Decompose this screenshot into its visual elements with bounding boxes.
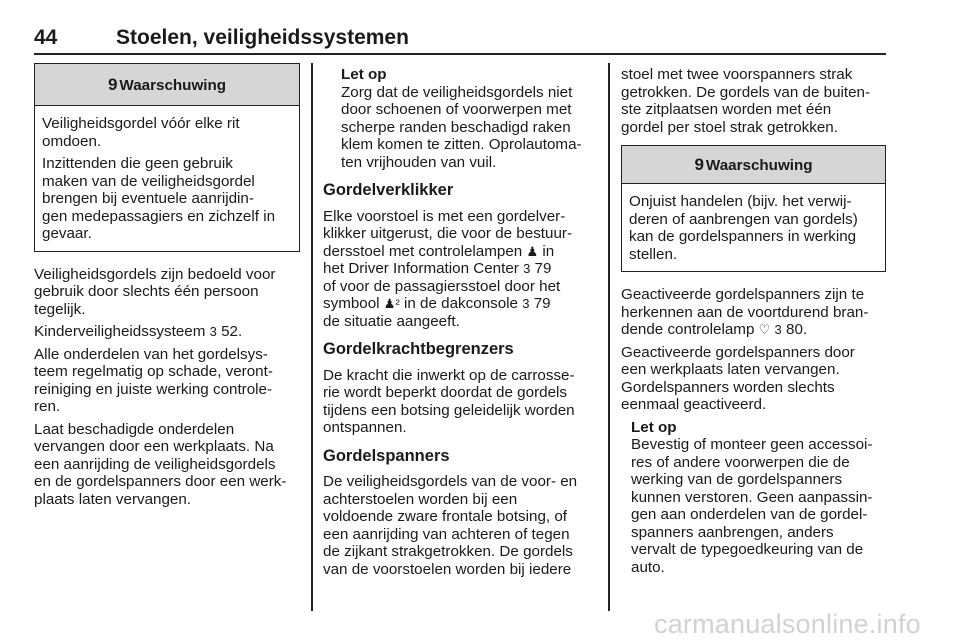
- page-reference-icon: 3: [209, 324, 217, 339]
- warning-body: [35, 106, 299, 251]
- page-reference-icon: 3: [522, 296, 530, 311]
- note-box: [621, 419, 886, 577]
- paragraph-text: Elke voorstoel is met een gordelver- klikker uitgerust, die voor de bestuur- dersstoel met controlelampen: [323, 207, 573, 260]
- paragraph: De kracht die inwerkt op de carrosse- rie wordt beperkt doordat de gordels tijdens een botsing geleidelijk worden ontspannen.: [323, 366, 575, 436]
- page-reference-icon: 3: [774, 322, 782, 337]
- warning-header: [622, 146, 885, 184]
- warning-box: [34, 63, 300, 252]
- section-heading: Gordelkrachtbegrenzers: [323, 340, 514, 358]
- paragraph-text: de situatie aangeeft.: [323, 312, 460, 330]
- paragraph: [323, 208, 599, 331]
- page-reference[interactable]: 52.: [221, 323, 243, 340]
- note-title: Let op: [341, 66, 387, 83]
- paragraph: [621, 286, 886, 339]
- pretensioner-warning-icon: ♡: [758, 322, 771, 337]
- warning-text: Veiligheidsgordel vóór elke rit omdoen.: [42, 115, 240, 150]
- paragraph-text: Geactiveerde gordelspanners zijn te herkennen aan de voortdurend bran- dende controlelamp: [621, 286, 869, 338]
- warning-header: [35, 64, 299, 106]
- warning-icon: 9: [107, 75, 118, 94]
- paragraph: Geactiveerde gordelspanners door een werkplaats laten vervangen. Gordelspanners worden slechts eenmaal geactiveerd.: [621, 343, 855, 413]
- seatbelt-reminder-icon: ♟: [526, 243, 539, 259]
- page-reference-icon: 3: [523, 261, 531, 276]
- note-text: Bevestig of monteer geen accessoi- res of andere voorwerpen die de werking van de gordelspanners kunnen verstoren. Geen aanpassin- gen aan onderdelen van de gordel- spanners aanbrengen, anders vervalt de typegoedkeuring van de auto.: [631, 436, 873, 576]
- page-reference[interactable]: 79: [534, 260, 552, 277]
- page-title: Stoelen, veiligheidssystemen: [116, 26, 409, 49]
- paragraph: Alle onderdelen van het gordelsys- teem regelmatig op schade, veront- reiniging en juiste werking controle- ren.: [34, 345, 273, 415]
- section-heading: Gordelverklikker: [323, 181, 454, 199]
- paragraph-text: Kinderveiligheidssysteem: [34, 323, 206, 340]
- paragraph: De veiligheidsgordels van de voor- en achterstoelen worden bij een voldoende zware frontale botsing, of een aanrijding van achteren of tegen de zijkant strakgetrokken. De gordels van de voorstoelen worden bij iedere: [323, 473, 578, 578]
- note-text: Zorg dat de veiligheidsgordels niet door schoenen of voorwerpen met scherpe randen beschadigd raken klem komen te zitten. Oprolautoma- ten vrijhouden van vuil.: [341, 83, 582, 171]
- warning-title: Waarschuwing: [705, 157, 813, 174]
- page-header: [34, 26, 886, 54]
- warning-body: [622, 184, 885, 271]
- paragraph: Veiligheidsgordels zijn bedoeld voor gebruik door slechts één persoon tegelijk.: [34, 265, 276, 318]
- warning-icon: 9: [694, 155, 704, 174]
- paragraph-text: in de dakconsole: [404, 295, 519, 312]
- page-reference[interactable]: 80.: [786, 321, 808, 338]
- paragraph-text: of voor de passagiersstoel door het symbool: [323, 277, 561, 312]
- warning-box: [621, 145, 886, 272]
- paragraph: [34, 323, 300, 341]
- note-title: Let op: [631, 418, 677, 436]
- paragraph-text: in het Driver Information Center: [323, 242, 555, 277]
- page-reference[interactable]: 79: [533, 295, 551, 312]
- passenger-seatbelt-reminder-icon: ♟²: [383, 296, 400, 311]
- header-divider: [34, 53, 886, 55]
- note-box: [323, 66, 599, 171]
- warning-text: Onjuist handelen (bijv. het verwij- deren of aanbrengen van gordels) kan de gordelspanners in werking stellen.: [629, 193, 858, 263]
- page-number: 44: [34, 26, 58, 49]
- section-heading: Gordelspanners: [323, 446, 450, 465]
- warning-title: Waarschuwing: [119, 77, 227, 94]
- column-2: [323, 66, 599, 583]
- column-1: [34, 63, 300, 513]
- paragraph: stoel met twee voorspanners strak getrokken. De gordels van de buiten- ste zitplaatsen worden met één gordel per stoel strak getrokken.: [621, 66, 871, 136]
- paragraph: Laat beschadigde onderdelen vervangen door een werkplaats. Na een aanrijding de veiligheidsgordels en de gordelspanners door een werk- plaats laten vervangen.: [34, 420, 287, 508]
- warning-text: Inzittenden die geen gebruik maken van de veiligheidsgordel brengen bij eventuele aanrijdin- gen medepassagiers en zichzelf in gevaar.: [42, 155, 276, 242]
- column-divider-2: [608, 63, 610, 611]
- column-divider-1: [311, 63, 313, 611]
- column-3: [621, 66, 886, 581]
- watermark: carmanualsonline.info: [654, 609, 921, 639]
